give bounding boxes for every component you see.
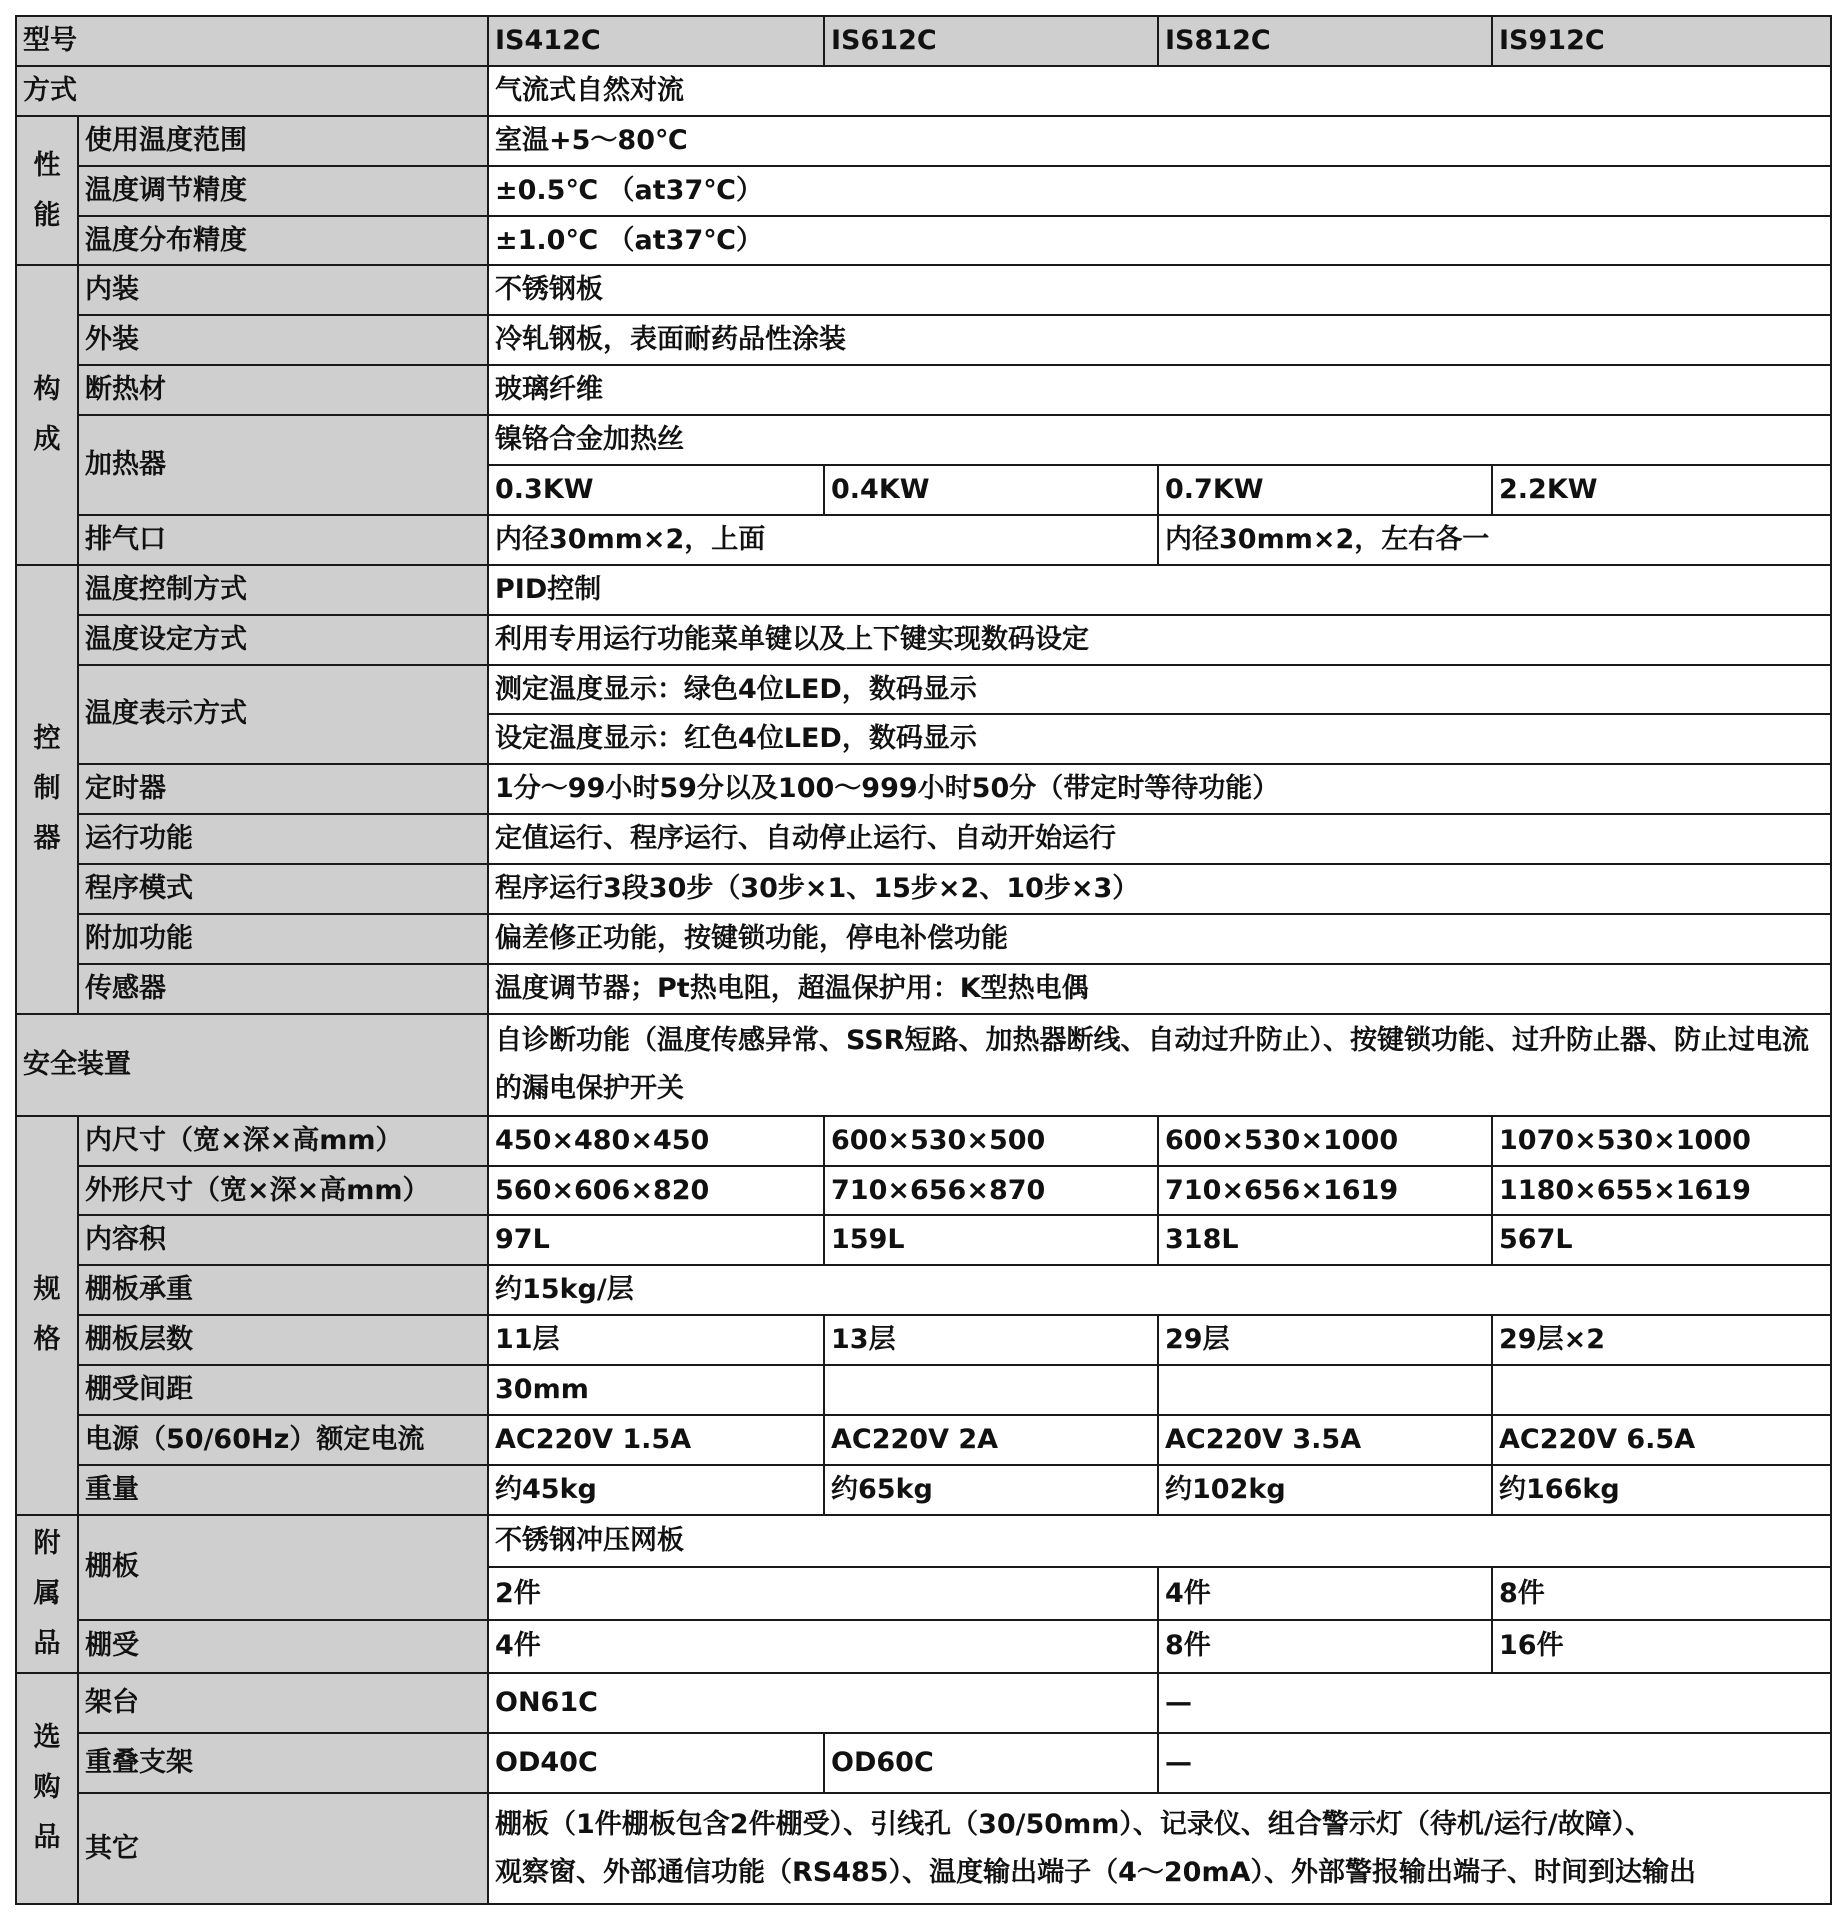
ctl-timer-value: 1分～99小时59分以及100～999小时50分（带定时等待功能） [488,764,1831,814]
construction-group-label: 构成 [16,265,78,564]
opt-other-line-1: 棚板（1件棚板包含2件棚受）、引线孔（30/50mm）、记录仪、组合警示灯（待机/运行/故障）、 [495,1808,1653,1840]
spec-row-outer-dim [16,1166,1831,1216]
ctl-control-label: 温度控制方式 [78,565,488,615]
model-label: 型号 [16,16,488,66]
con-insulation-value: 玻璃纤维 [488,365,1831,415]
ctl-row-program [16,864,1831,914]
shelf-pitch-value: 30mm [488,1365,824,1415]
power-is412c: AC220V 1.5A [488,1415,824,1465]
inner-dim-is912c: 1070×530×1000 [1492,1116,1831,1166]
shelf-count-is912c: 29层×2 [1492,1315,1831,1365]
acc-support-qty-is812c: 8件 [1158,1620,1492,1673]
spec-row-shelf-load [16,1265,1831,1315]
heater-power-is812c: 0.7KW [1158,465,1492,515]
perf-precision-value: ±0.5℃ （at37℃） [488,166,1831,216]
opt-stack-none: — [1158,1733,1831,1793]
options-group-label: 选购品 [16,1673,78,1904]
perf-row-distribution [16,216,1831,266]
ctl-timer-label: 定时器 [78,764,488,814]
performance-group-label: 性能 [16,116,78,266]
ctl-row-extra [16,914,1831,964]
spec-row-weight [16,1465,1831,1515]
ctl-operation-label: 运行功能 [78,814,488,864]
volume-is612c: 159L [824,1215,1158,1265]
ctl-display-setpoint: 设定温度显示：红色4位LED，数码显示 [488,714,1831,764]
shelf-count-is412c: 11层 [488,1315,824,1365]
shelf-pitch-empty [1492,1365,1831,1415]
method-value: 气流式自然对流 [488,66,1831,116]
weight-is612c: 约65kg [824,1465,1158,1515]
con-outer-value: 冷轧钢板，表面耐药品性涂装 [488,315,1831,365]
ctl-display-label: 温度表示方式 [78,665,488,765]
ctl-row-control [16,565,1831,615]
opt-stack-is412c: OD40C [488,1733,824,1793]
con-row-inner [16,265,1831,315]
ctl-setting-label: 温度设定方式 [78,615,488,665]
header-row [16,16,1831,66]
acc-shelf-material: 不锈钢冲压网板 [488,1515,1831,1568]
spec-inner-dim-label: 内尺寸（宽×深×高mm） [78,1116,488,1166]
inner-dim-is412c: 450×480×450 [488,1116,824,1166]
opt-stand-value: ON61C [488,1673,1158,1733]
method-row [16,66,1831,116]
weight-is912c: 约166kg [1492,1465,1831,1515]
con-heater-label: 加热器 [78,415,488,515]
perf-distribution-label: 温度分布精度 [78,216,488,266]
shelf-pitch-empty [1158,1365,1492,1415]
con-row-outer [16,315,1831,365]
model-is612c: IS612C [824,16,1158,66]
opt-other-value [488,1793,1831,1904]
specs-group-label: 规格 [16,1116,78,1515]
shelf-count-is612c: 13层 [824,1315,1158,1365]
ctl-display-measured: 测定温度显示：绿色4位LED，数码显示 [488,665,1831,715]
exhaust-small-models: 内径30mm×2，上面 [488,515,1158,565]
spec-outer-dim-label: 外形尺寸（宽×深×高mm） [78,1166,488,1216]
acc-row-shelf [16,1515,1831,1568]
shelf-pitch-empty [824,1365,1158,1415]
opt-other-label: 其它 [78,1793,488,1904]
con-insulation-label: 断热材 [78,365,488,415]
spec-shelf-count-label: 棚板层数 [78,1315,488,1365]
con-row-heater [16,415,1831,465]
acc-support-label: 棚受 [78,1620,488,1673]
opt-row-stack [16,1733,1831,1793]
spec-row-volume [16,1215,1831,1265]
heater-power-is912c: 2.2KW [1492,465,1831,515]
ctl-row-sensor [16,964,1831,1014]
con-heater-material: 镍铬合金加热丝 [488,415,1831,465]
spec-row-shelf-count [16,1315,1831,1365]
acc-shelf-label: 棚板 [78,1515,488,1620]
power-is612c: AC220V 2A [824,1415,1158,1465]
perf-distribution-value: ±1.0℃ （at37℃） [488,216,1831,266]
ctl-sensor-value: 温度调节器；Pt热电阻，超温保护用：K型热电偶 [488,964,1831,1014]
volume-is812c: 318L [1158,1215,1492,1265]
ctl-setting-value: 利用专用运行功能菜单键以及上下键实现数码设定 [488,615,1831,665]
exhaust-large-models: 内径30mm×2，左右各一 [1158,515,1831,565]
safety-row [16,1014,1831,1116]
outer-dim-is412c: 560×606×820 [488,1166,824,1216]
con-exhaust-label: 排气口 [78,515,488,565]
safety-value: 自诊断功能（温度传感异常、SSR短路、加热器断线、自动过升防止）、按键锁功能、过升防止器、防止过电流的漏电保护开关 [488,1014,1831,1116]
acc-support-qty-small: 4件 [488,1620,1158,1673]
perf-range-value: 室温+5～80℃ [488,116,1831,166]
ctl-row-display [16,665,1831,715]
con-row-insulation [16,365,1831,415]
inner-dim-is612c: 600×530×500 [824,1116,1158,1166]
spec-power-label: 电源（50/60Hz）额定电流 [78,1415,488,1465]
spec-weight-label: 重量 [78,1465,488,1515]
shelf-load-value: 约15kg/层 [488,1265,1831,1315]
spec-row-power [16,1415,1831,1465]
opt-stack-label: 重叠支架 [78,1733,488,1793]
opt-other-line-2: 观察窗、外部通信功能（RS485）、温度输出端子（4～20mA）、外部警报输出端子、时间到达输出 [495,1856,1696,1888]
power-is912c: AC220V 6.5A [1492,1415,1831,1465]
weight-is412c: 约45kg [488,1465,824,1515]
acc-shelf-qty-small: 2件 [488,1567,1158,1620]
perf-range-label: 使用温度范围 [78,116,488,166]
ctl-extra-value: 偏差修正功能，按键锁功能，停电补偿功能 [488,914,1831,964]
accessories-group-label: 附属品 [16,1515,78,1673]
safety-label: 安全装置 [16,1014,488,1116]
acc-row-support [16,1620,1831,1673]
model-is812c: IS812C [1158,16,1492,66]
spec-row-inner-dim [16,1116,1831,1166]
outer-dim-is812c: 710×656×1619 [1158,1166,1492,1216]
heater-power-is612c: 0.4KW [824,465,1158,515]
heater-power-is412c: 0.3KW [488,465,824,515]
opt-stand-none: — [1158,1673,1831,1733]
inner-dim-is812c: 600×530×1000 [1158,1116,1492,1166]
con-outer-label: 外装 [78,315,488,365]
acc-shelf-qty-is912c: 8件 [1492,1567,1831,1620]
acc-support-qty-is912c: 16件 [1492,1620,1831,1673]
spec-volume-label: 内容积 [78,1215,488,1265]
perf-row-range [16,116,1831,166]
ctl-program-value: 程序运行3段30步（30步×1、15步×2、10步×3） [488,864,1831,914]
ctl-control-value: PID控制 [488,565,1831,615]
opt-row-stand [16,1673,1831,1733]
ctl-program-label: 程序模式 [78,864,488,914]
outer-dim-is912c: 1180×655×1619 [1492,1166,1831,1216]
weight-is812c: 约102kg [1158,1465,1492,1515]
model-is412c: IS412C [488,16,824,66]
spec-shelf-load-label: 棚板承重 [78,1265,488,1315]
acc-shelf-qty-is812c: 4件 [1158,1567,1492,1620]
ctl-row-setting [16,615,1831,665]
spec-shelf-pitch-label: 棚受间距 [78,1365,488,1415]
ctl-sensor-label: 传感器 [78,964,488,1014]
con-inner-value: 不锈钢板 [488,265,1831,315]
model-is912c: IS912C [1492,16,1831,66]
volume-is912c: 567L [1492,1215,1831,1265]
con-row-exhaust [16,515,1831,565]
volume-is412c: 97L [488,1215,824,1265]
spec-row-shelf-pitch [16,1365,1831,1415]
perf-precision-label: 温度调节精度 [78,166,488,216]
opt-row-other [16,1793,1831,1904]
ctl-extra-label: 附加功能 [78,914,488,964]
opt-stand-label: 架台 [78,1673,488,1733]
perf-row-precision [16,166,1831,216]
ctl-operation-value: 定值运行、程序运行、自动停止运行、自动开始运行 [488,814,1831,864]
controller-group-label: 控制器 [16,565,78,1014]
method-label: 方式 [16,66,488,116]
opt-stack-is612c: OD60C [824,1733,1158,1793]
con-inner-label: 内装 [78,265,488,315]
spec-table [15,15,1832,1905]
shelf-count-is812c: 29层 [1158,1315,1492,1365]
outer-dim-is612c: 710×656×870 [824,1166,1158,1216]
ctl-row-timer [16,764,1831,814]
power-is812c: AC220V 3.5A [1158,1415,1492,1465]
ctl-row-operation [16,814,1831,864]
